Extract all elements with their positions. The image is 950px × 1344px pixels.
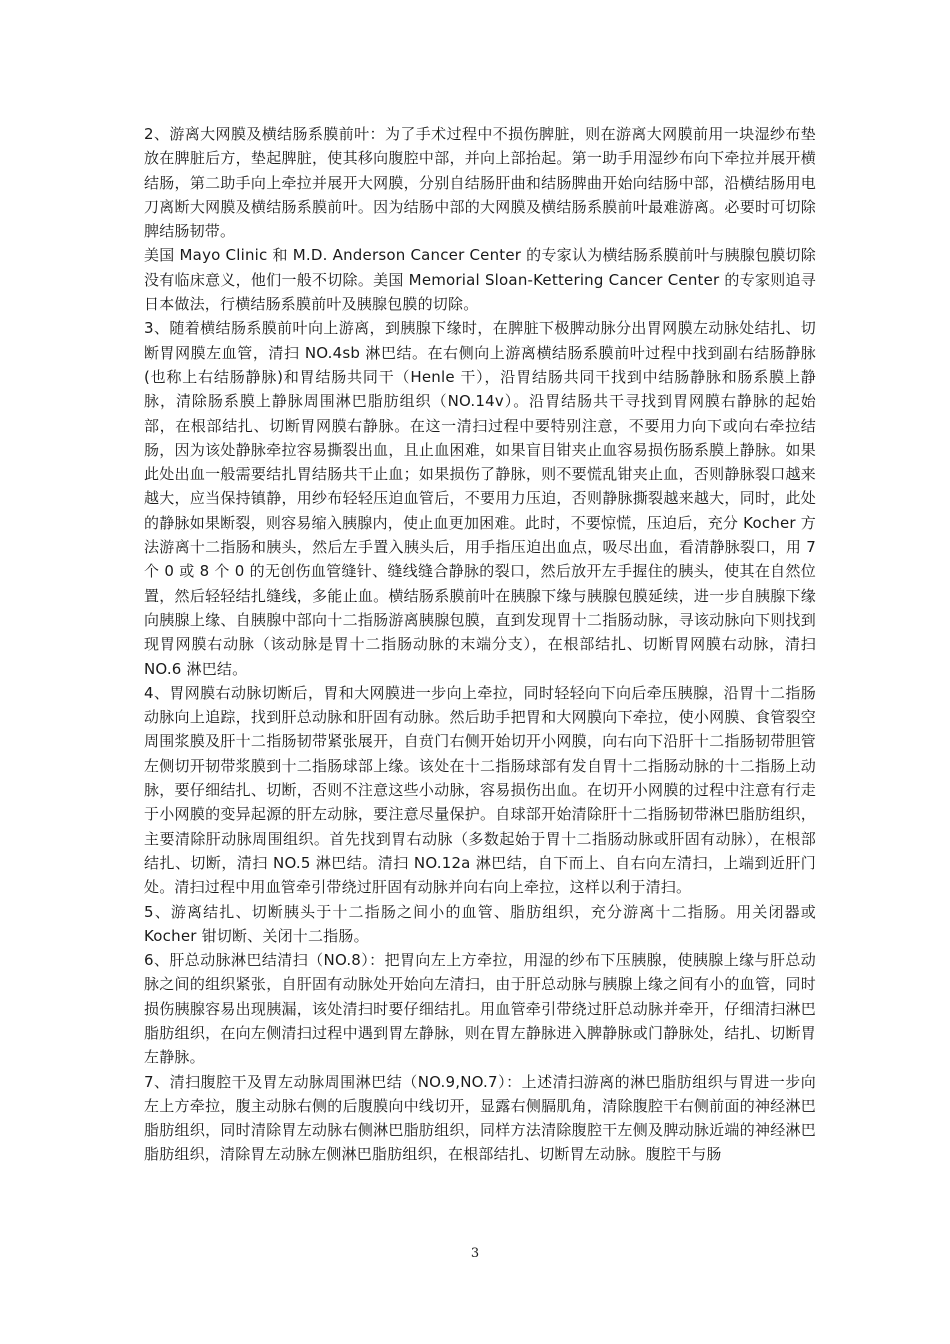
paragraph-us-centers: 美国 Mayo Clinic 和 M.D. Anderson Cancer Center 的专家认为横结肠系膜前叶与胰腺包膜切除没有临床意义，他们一般不切除。美国 Memorial Sloan-Kettering Cancer Center 的专家则追寻日本做法，行横结肠系膜前叶及胰腺包膜的切除。 bbox=[144, 246, 816, 314]
page-number: 3 bbox=[470, 1246, 480, 1261]
paragraph-step-6: 6、肝总动脉淋巴结清扫（NO.8）：把胃向左上方牵拉，用湿的纱布下压胰腺，使胰腺上缘与肝总动脉之间的组织紧张，自肝固有动脉处开始向左清扫，由于肝总动脉与胰腺上缘之间有小的血管，同时损伤胰腺容易出现胰漏，该处清扫时要仔细结扎。用血管牵引带绕过肝总动脉并牵开，仔细清扫淋巴脂肪组织，在向左侧清扫过程中遇到胃左静脉，则在胃左静脉进入脾静脉或门静脉处，结扎、切断胃左静脉。 bbox=[144, 951, 816, 1067]
paragraph-step-4: 4、胃网膜右动脉切断后，胃和大网膜进一步向上牵拉，同时轻轻向下向后牵压胰腺，沿胃十二指肠动脉向上追踪，找到肝总动脉和肝固有动脉。然后助手把胃和大网膜向下牵拉，使小网膜、食管裂空周围浆膜及肝十二指肠韧带紧张展开，自贲门右侧开始切开小网膜，向右向下沿肝十二指肠韧带胆管左侧切开韧带浆膜到十二指肠球部上缘。该处在十二指肠球部有发自胃十二指肠动脉的十二指肠上动脉，要仔细结扎、切断，否则不注意这些小动脉，容易损伤出血。在切开小网膜的过程中注意有行走于小网膜的变异起源的肝左动脉，要注意尽量保护。自球部开始清除肝十二指肠韧带淋巴脂肪组织，主要清除肝动脉周围组织。首先找到胃右动脉（多数起始于胃十二指肠动脉或肝固有动脉），在根部结扎、切断，清扫 NO.5 淋巴结。清扫 NO.12a 淋巴结，自下而上、自右向左清扫，上端到近肝门处。清扫过程中用血管牵引带绕过肝固有动脉并向右向上牵拉，这样以利于清扫。 bbox=[144, 683, 816, 897]
paragraph-step-7: 7、清扫腹腔干及胃左动脉周围淋巴结（NO.9,NO.7）：上述清扫游离的淋巴脂肪组织与胃进一步向左上方牵拉，腹主动脉右侧的后腹膜向中线切开，显露右侧膈肌角，清除腹腔干右侧前面的神经淋巴脂肪组织，同时清除胃左动脉右侧淋巴脂肪组织，同样方法清除腹腔干左侧及脾动脉近端的神经淋巴脂肪组织，清除胃左动脉左侧淋巴脂肪组织，在根部结扎、切断胃左动脉。腹腔干与肠 bbox=[144, 1072, 816, 1164]
paragraph-step-2: 2、游离大网膜及横结肠系膜前叶：为了手术过程中不损伤脾脏，则在游离大网膜前用一块湿纱布垫放在脾脏后方，垫起脾脏，使其移向腹腔中部，并向上部抬起。第一助手用湿纱布向下牵拉并展开横结肠，第二助手向上牵拉并展开大网膜，分别自结肠肝曲和结肠脾曲开始向结肠中部，沿横结肠用电刀离断大网膜及横结肠系膜前叶。因为结肠中部的大网膜及横结肠系膜前叶最难游离。必要时可切除脾结肠韧带。 bbox=[144, 125, 816, 241]
body-text bbox=[144, 122, 816, 1167]
paragraph-step-3: 3、随着横结肠系膜前叶向上游离，到胰腺下缘时，在脾脏下极脾动脉分出胃网膜左动脉处结扎、切断胃网膜左血管，清扫 NO.4sb 淋巴结。在右侧向上游离横结肠系膜前叶过程中找到副右结肠静脉(也称上右结肠静脉)和胃结肠共同干（Henle 干），沿胃结肠共同干找到中结肠静脉和肠系膜上静脉，清除肠系膜上静脉周围淋巴脂肪组织（NO.14v）。沿胃结肠共干寻找到胃网膜右静脉的起始部，在根部结扎、切断胃网膜右静脉。在这一清扫过程中要特别注意，不要用力向下或向右牵拉结肠，因为该处静脉牵拉容易撕裂出血，且止血困难，如果盲目钳夹止血容易损伤肠系膜上静脉。如果此处出血一般需要结扎胃结肠共干止血；如果损伤了静脉，则不要慌乱钳夹止血，否则静脉裂口越来越大，应当保持镇静，用纱布轻轻压迫血管后，不要用力压迫，否则静脉撕裂越来越大，同时，此处的静脉如果断裂，则容易缩入胰腺内，使止血更加困难。此时，不要惊慌，压迫后，充分 Kocher 方法游离十二指肠和胰头，然后左手置入胰头后，用手指压迫出血点，吸尽出血，看清静脉裂口，用 7 个 0 或 8 个 0 的无创伤血管缝针、缝线缝合静脉的裂口，然后放开左手握住的胰头，使其在自然位置，然后轻轻结扎缝线，多能止血。横结肠系膜前叶在胰腺下缘与胰腺包膜延续，进一步自胰腺下缘向胰腺上缘、自胰腺中部向十二指肠游离胰腺包膜，直到发现胃十二指肠动脉，寻该动脉向下则找到现胃网膜右动脉（该动脉是胃十二指肠动脉的末端分支），在根部结扎、切断胃网膜右动脉，清扫 NO.6 淋巴结。 bbox=[144, 319, 816, 678]
paragraph-step-5: 5、游离结扎、切断胰头于十二指肠之间小的血管、脂肪组织，充分游离十二指肠。用关闭器或 Kocher 钳切断、关闭十二指肠。 bbox=[144, 902, 816, 945]
